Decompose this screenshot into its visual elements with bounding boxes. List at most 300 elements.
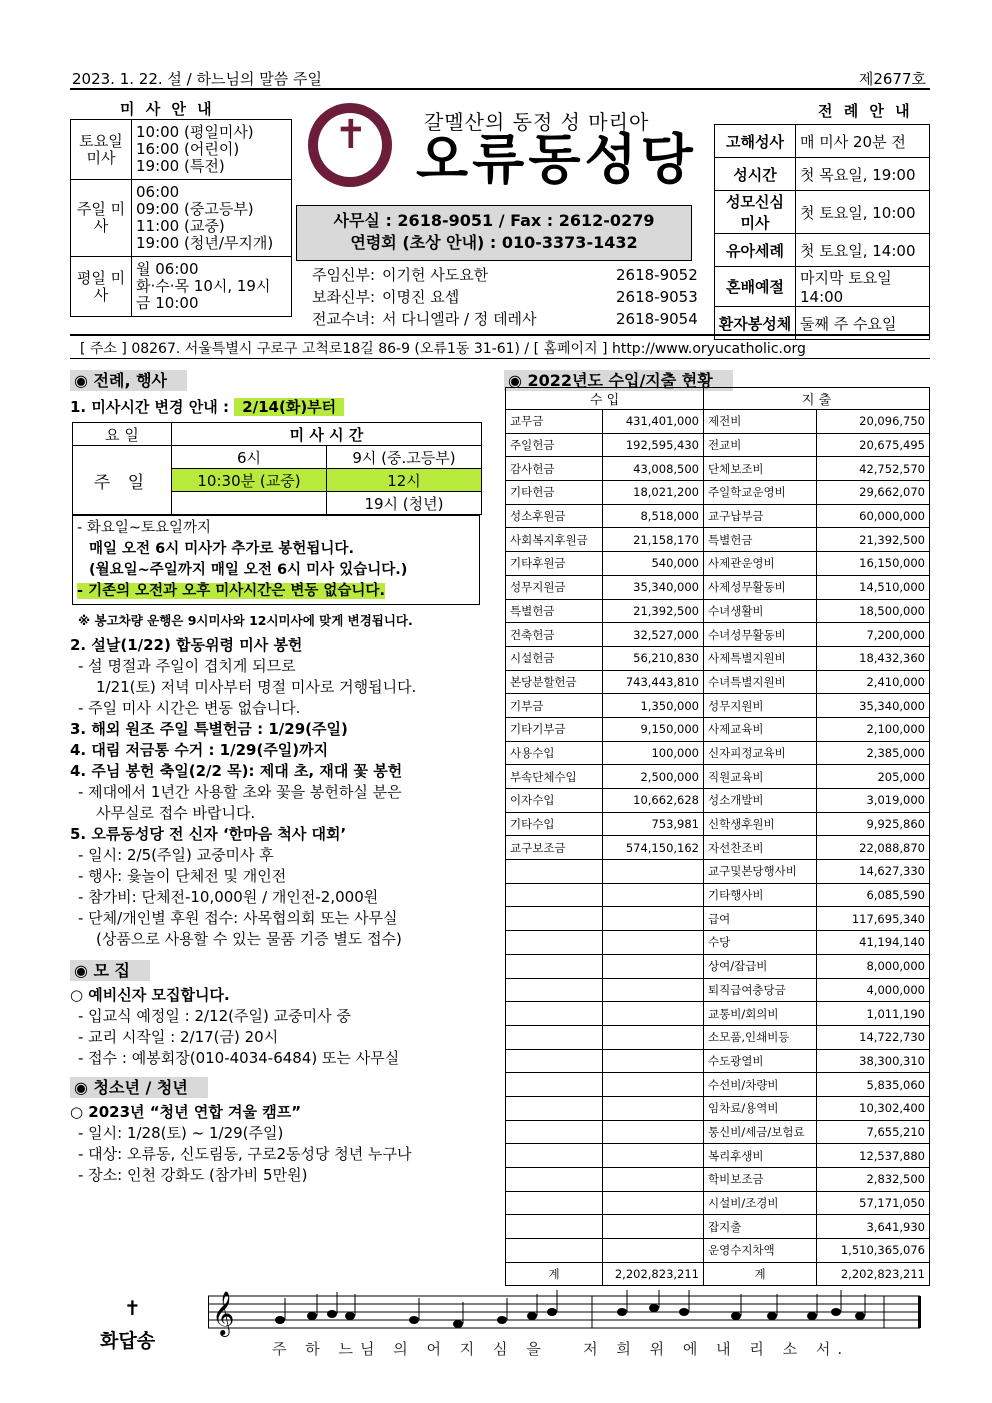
expense-amount: 29,662,070 (817, 481, 930, 505)
income-amount (603, 1073, 704, 1097)
income-item (506, 1049, 603, 1073)
expense-amount: 20,675,495 (817, 433, 930, 457)
mass-time: 금 10:00 (136, 294, 199, 312)
expense-item: 직원교육비 (704, 765, 817, 789)
liturgy-items (70, 635, 490, 950)
income-amount (603, 1002, 704, 1026)
expense-item: 학비보조금 (704, 1168, 817, 1192)
finance-row (506, 670, 930, 694)
finance-row (506, 741, 930, 765)
income-item: 성소후원금 (506, 504, 603, 528)
clergy-name: 서 다니엘라 / 정 데레사 (382, 310, 537, 328)
finance-row (506, 481, 930, 505)
expense-item: 잡지출 (704, 1215, 817, 1239)
income-item: 본당분할헌금 (506, 670, 603, 694)
youth-header: ◉ 청소년 / 청년 (70, 1077, 208, 1098)
mass-time: 06:00 (136, 183, 180, 201)
expense-amount: 12,537,880 (817, 1144, 930, 1168)
finance-row (506, 1096, 930, 1120)
income-amount: 56,210,830 (603, 646, 704, 670)
address-top-rule (70, 334, 930, 336)
income-amount: 43,008,500 (603, 457, 704, 481)
income-amount (603, 1215, 704, 1239)
expense-amount: 8,000,000 (817, 954, 930, 978)
income-amount: 8,518,000 (603, 504, 704, 528)
schedule-note: 매일 오전 6시 미사가 추가로 봉헌됩니다. (89, 541, 354, 557)
mass-time: 화·수·목 10시, 19시 (136, 277, 271, 295)
note-head (547, 1308, 557, 1316)
clergy-role: 전교수녀: (312, 310, 376, 328)
expense-item: 신자피정교육비 (704, 741, 817, 765)
finance-row (506, 623, 930, 647)
expense-item: 운영수지차액 (704, 1239, 817, 1263)
finance-row (506, 1239, 930, 1263)
mass-times (132, 180, 292, 257)
item-line: - 접수 : 예봉회장(010-4034-6484) 또는 사무실 (78, 1049, 400, 1067)
expense-item: 사제성무활동비 (704, 575, 817, 599)
finance-row (506, 954, 930, 978)
finance-head-row (506, 388, 930, 410)
item-title: 4. 대림 저금통 수거 : 1/29(주일)까지 (70, 741, 329, 759)
schedule-time: 6시 (172, 446, 327, 469)
income-item (506, 978, 603, 1002)
schedule-head-time: 미 사 시 간 (172, 423, 482, 446)
clergy-phone: 2618-9053 (616, 288, 698, 306)
expense-amount: 5,835,060 (817, 1073, 930, 1097)
expense-amount: 18,500,000 (817, 599, 930, 623)
note-head (307, 1312, 317, 1320)
mass-day: 주일 미사 (71, 180, 132, 257)
income-total-label: 계 (506, 1262, 603, 1286)
parish-subtitle: 갈멜산의 동정 성 마리아 (424, 110, 650, 134)
note-head (275, 1316, 285, 1324)
income-item (506, 1025, 603, 1049)
mass-time: 09:00 (중고등부) (136, 200, 254, 218)
mass-guide-title: 미 사 안 내 (120, 100, 215, 118)
mass-time: 19:00 (청년/무지개) (136, 234, 274, 252)
income-item (506, 1002, 603, 1026)
income-label: 수 입 (506, 388, 704, 410)
rite-time: 첫 목요일, 19:00 (796, 158, 930, 191)
parish-logo: ✝ (308, 103, 392, 187)
income-item: 교무금 (506, 410, 603, 434)
income-item: 성무지원금 (506, 575, 603, 599)
income-total: 2,202,823,211 (603, 1262, 704, 1286)
item-line: - 일시: 1/28(토) ~ 1/29(주일) (78, 1124, 284, 1142)
expense-item: 교통비/회의비 (704, 1002, 817, 1026)
expense-item: 시설비/조경비 (704, 1191, 817, 1215)
item-line: - 대상: 오류동, 신도림동, 구로2동성당 청년 누구나 (78, 1145, 412, 1163)
income-item: 부속단체수입 (506, 765, 603, 789)
schedule-note (77, 581, 475, 602)
note-head (617, 1308, 627, 1316)
rite-name: 환자봉성체 (715, 307, 796, 340)
income-amount (603, 1191, 704, 1215)
income-item: 특별헌금 (506, 599, 603, 623)
top-rule (70, 88, 930, 90)
income-item (506, 1191, 603, 1215)
item-line: - 단체/개인별 후원 접수: 사목협의회 또는 사무실 (78, 909, 398, 927)
finance-header: ◉ 2022년도 수입/지출 현황 (504, 370, 733, 391)
expense-amount: 35,340,000 (817, 694, 930, 718)
income-amount (603, 907, 704, 931)
item-title: 5. 오류동성당 전 신자 ‘한마음 척사 대회’ (70, 825, 347, 843)
expense-item: 복리후생비 (704, 1144, 817, 1168)
expense-amount: 16,150,000 (817, 552, 930, 576)
finance-row (506, 433, 930, 457)
note-head (327, 1310, 337, 1318)
finance-row (506, 1168, 930, 1192)
income-item (506, 1239, 603, 1263)
schedule-row (73, 446, 482, 469)
item-title: 3. 해외 원조 주일 특별헌금 : 1/29(주일) (70, 720, 348, 738)
schedule-change-title: 1. 미사시간 변경 안내 : 2/14(화)부터 (70, 397, 490, 418)
finance-row (506, 528, 930, 552)
income-amount: 100,000 (603, 741, 704, 765)
mass-time: 월 06:00 (136, 260, 199, 278)
note-head (453, 1320, 463, 1328)
expense-amount: 2,385,000 (817, 741, 930, 765)
rite-table (714, 124, 930, 340)
mass-row (71, 180, 292, 257)
mass-time: 16:00 (어린이) (136, 140, 240, 158)
note-head (807, 1312, 817, 1320)
clergy-row (312, 286, 698, 308)
bus-note: ※ 봉고차량 운행은 9시미사와 12시미사에 맞게 변경됩니다. (78, 613, 413, 628)
schedule-time: 19시 (청년) (326, 492, 481, 515)
income-item (506, 1096, 603, 1120)
income-item: 기타후원금 (506, 552, 603, 576)
address-line: [ 주소 ] 08267. 서울특별시 구로구 고척로18길 86-9 (오류1동 31-61) / [ 홈페이지 ] http://www.oryucatholic.org (80, 341, 806, 357)
expense-amount: 9,925,860 (817, 812, 930, 836)
expense-item: 제전비 (704, 410, 817, 434)
finance-row (506, 1002, 930, 1026)
expense-item: 특별헌금 (704, 528, 817, 552)
expense-amount: 205,000 (817, 765, 930, 789)
income-item: 사용수입 (506, 741, 603, 765)
finance-row (506, 410, 930, 434)
item-line: - 교리 시작일 : 2/17(금) 20시 (78, 1028, 279, 1046)
income-amount (603, 954, 704, 978)
mass-time: 10:00 (평일미사) (136, 123, 254, 141)
clergy-phone: 2618-9052 (616, 266, 698, 284)
address-bottom-rule (70, 358, 930, 359)
expense-amount: 7,200,000 (817, 623, 930, 647)
expense-amount: 7,655,210 (817, 1120, 930, 1144)
clergy-phone: 2618-9054 (616, 310, 698, 328)
clergy-role: 주임신부: (312, 266, 376, 284)
schedule-head-row (73, 423, 482, 446)
expense-amount: 41,194,140 (817, 931, 930, 955)
expense-item: 단체보조비 (704, 457, 817, 481)
clergy-role: 보좌신부: (312, 288, 376, 306)
income-item (506, 883, 603, 907)
income-amount: 574,150,162 (603, 836, 704, 860)
income-item: 기타기부금 (506, 717, 603, 741)
rite-name: 유아세례 (715, 234, 796, 267)
treble-clef: 𝄞 (212, 1291, 235, 1335)
expense-amount: 2,832,500 (817, 1168, 930, 1192)
note-head (831, 1308, 841, 1316)
issue-number: 제2677호 (858, 70, 926, 88)
income-item (506, 1073, 603, 1097)
finance-row (506, 789, 930, 813)
finance-table (505, 387, 930, 1286)
schedule-table (72, 422, 482, 515)
finance-row (506, 457, 930, 481)
psalm-label: 화답송 (100, 1330, 156, 1352)
rite-row (715, 267, 930, 307)
income-amount: 753,981 (603, 812, 704, 836)
expense-item: 소모품,인쇄비등 (704, 1025, 817, 1049)
income-amount: 21,158,170 (603, 528, 704, 552)
expense-item: 자선찬조비 (704, 836, 817, 860)
note-head (649, 1304, 659, 1312)
schedule-time: 9시 (중.고등부) (326, 446, 481, 469)
finance-row (506, 646, 930, 670)
bar-line (208, 1296, 209, 1328)
schedule-change-date: 2/14(화)부터 (234, 398, 344, 416)
rite-row (715, 125, 930, 158)
income-amount: 192,595,430 (603, 433, 704, 457)
note-head (855, 1312, 865, 1320)
expense-item: 성소개발비 (704, 789, 817, 813)
expense-amount: 22,088,870 (817, 836, 930, 860)
item-line: - 일시: 2/5(주일) 교중미사 후 (78, 846, 274, 864)
note-head (409, 1316, 419, 1324)
mass-day: 평일 미사 (71, 257, 132, 317)
expense-amount: 4,000,000 (817, 978, 930, 1002)
expense-amount: 14,627,330 (817, 860, 930, 884)
finance-row (506, 1120, 930, 1144)
finance-row (506, 836, 930, 860)
income-amount: 18,021,200 (603, 481, 704, 505)
income-amount: 540,000 (603, 552, 704, 576)
rite-name: 고해성사 (715, 125, 796, 158)
income-item (506, 931, 603, 955)
finance-row (506, 1073, 930, 1097)
income-item (506, 860, 603, 884)
item-line: - 참가비: 단체전-10,000원 / 개인전-2,000원 (78, 888, 379, 906)
income-item (506, 954, 603, 978)
income-amount: 431,401,000 (603, 410, 704, 434)
finance-row (506, 765, 930, 789)
expense-amount: 14,722,730 (817, 1025, 930, 1049)
item-line: - 행사: 윷놀이 단체전 및 개인전 (78, 867, 287, 885)
expense-item: 사제특별지원비 (704, 646, 817, 670)
expense-item: 교구납부금 (704, 504, 817, 528)
bar-line (918, 1296, 921, 1328)
expense-item: 기타행사비 (704, 883, 817, 907)
clergy-row (312, 308, 698, 330)
expense-amount: 57,171,050 (817, 1191, 930, 1215)
expense-item: 퇴직급여충당금 (704, 978, 817, 1002)
expense-item: 상여/잡급비 (704, 954, 817, 978)
rite-row (715, 234, 930, 267)
left-column (70, 368, 490, 1186)
income-amount: 32,527,000 (603, 623, 704, 647)
finance-row (506, 1025, 930, 1049)
income-amount (603, 978, 704, 1002)
expense-item: 수녀생활비 (704, 599, 817, 623)
income-item: 교구보조금 (506, 836, 603, 860)
expense-item: 수선비/차량비 (704, 1073, 817, 1097)
mass-row (71, 257, 292, 317)
expense-item: 수녀특별지원비 (704, 670, 817, 694)
income-amount (603, 1025, 704, 1049)
finance-row (506, 931, 930, 955)
mass-time: 19:00 (특전) (136, 157, 225, 175)
item-line: - 입교식 예정일 : 2/12(주일) 교중미사 중 (78, 1007, 351, 1025)
income-amount: 1,350,000 (603, 694, 704, 718)
expense-amount: 1,510,365,076 (817, 1239, 930, 1263)
note-head (527, 1312, 537, 1320)
psalm-lyrics: 주 하 느님 의 어 지 심 을 저 희 위 에 내 리 소 서. (272, 1340, 850, 1358)
income-item: 사회복지후원금 (506, 528, 603, 552)
expense-item: 통신비/세금/보험료 (704, 1120, 817, 1144)
youth-items (70, 1102, 490, 1186)
expense-amount: 60,000,000 (817, 504, 930, 528)
expense-amount: 3,641,930 (817, 1215, 930, 1239)
recruit-items (70, 985, 490, 1069)
income-item: 기부금 (506, 694, 603, 718)
income-item: 시설헌금 (506, 646, 603, 670)
item-line: - 제대에서 1년간 사용할 초와 꽃을 봉헌하실 분은 (78, 783, 402, 801)
expense-item: 교구및본당행사비 (704, 860, 817, 884)
schedule-head-day: 요 일 (73, 423, 172, 446)
expense-item: 임차료/용역비 (704, 1096, 817, 1120)
expense-amount: 117,695,340 (817, 907, 930, 931)
office-box: 사무실 : 2618-9051 / Fax : 2612-0279 연령회 (초상 안내) : 010-3373-1432 (296, 205, 692, 261)
item-line: - 장소: 인천 강화도 (참가비 5만원) (78, 1166, 308, 1184)
item-line: - 주일 미사 시간은 변동 없습니다. (78, 699, 301, 717)
expense-amount: 2,410,000 (817, 670, 930, 694)
finance-row (506, 1144, 930, 1168)
item-line: - 설 명절과 주일이 겹치게 되므로 (78, 657, 296, 675)
expense-amount: 42,752,570 (817, 457, 930, 481)
rite-guide-title: 전 례 안 내 (818, 102, 913, 120)
expense-item: 성무지원비 (704, 694, 817, 718)
music-staff (208, 1290, 924, 1338)
item-line: 사무실로 접수 바랍니다. (96, 804, 256, 822)
clergy-list (312, 264, 698, 330)
finance-row (506, 504, 930, 528)
income-item: 감사헌금 (506, 457, 603, 481)
mass-table (70, 119, 292, 317)
clergy-name: 이명진 요셉 (382, 288, 460, 306)
item-title: 4. 주님 봉헌 축일(2/2 목): 제대 초, 재대 꽃 봉헌 (70, 762, 403, 780)
income-item (506, 1215, 603, 1239)
expense-amount: 21,392,500 (817, 528, 930, 552)
expense-amount: 6,085,590 (817, 883, 930, 907)
clergy-row (312, 264, 698, 286)
income-amount: 9,150,000 (603, 717, 704, 741)
item-title: ○ 2023년 “청년 연합 겨울 캠프” (70, 1103, 302, 1121)
rite-row (715, 191, 930, 234)
rite-time: 둘째 주 수요일 (796, 307, 930, 340)
rite-row (715, 158, 930, 191)
income-amount: 35,340,000 (603, 575, 704, 599)
finance-row (506, 978, 930, 1002)
schedule-note-text: - 기존의 오전과 오후 미사시간은 변동 없습니다. (77, 583, 385, 599)
expense-amount: 2,100,000 (817, 717, 930, 741)
income-amount (603, 1239, 704, 1263)
note-head (767, 1312, 777, 1320)
mass-times (132, 257, 292, 317)
item-title: 2. 설날(1/22) 합동위령 미사 봉헌 (70, 636, 303, 654)
expense-amount: 3,019,000 (817, 789, 930, 813)
income-item (506, 907, 603, 931)
income-amount (603, 1096, 704, 1120)
schedule-time: 12시 (326, 469, 481, 492)
expense-item: 주일학교운영비 (704, 481, 817, 505)
rite-name: 성모신심 미사 (715, 191, 796, 234)
rite-time: 첫 토요일, 14:00 (796, 234, 930, 267)
mass-row (71, 120, 292, 180)
expense-amount: 1,011,190 (817, 1002, 930, 1026)
finance-row (506, 860, 930, 884)
income-item: 기타헌금 (506, 481, 603, 505)
liturgy-header: ◉ 전례, 행사 (70, 370, 187, 391)
income-amount (603, 1144, 704, 1168)
income-amount (603, 1049, 704, 1073)
note-head (497, 1316, 507, 1324)
finance-row (506, 812, 930, 836)
finance-row (506, 694, 930, 718)
expense-item: 사제교육비 (704, 717, 817, 741)
schedule-time (172, 492, 327, 515)
rite-time: 마지막 토요일 14:00 (796, 267, 930, 307)
rite-time: 첫 토요일, 10:00 (796, 191, 930, 234)
expense-item: 급여 (704, 907, 817, 931)
income-amount: 10,662,628 (603, 789, 704, 813)
finance-row (506, 717, 930, 741)
finance-total-row (506, 1262, 930, 1286)
finance-row (506, 1049, 930, 1073)
rite-name: 혼배예절 (715, 267, 796, 307)
income-amount (603, 883, 704, 907)
expense-amount: 10,302,400 (817, 1096, 930, 1120)
note-head (345, 1312, 355, 1320)
expense-item: 사제관운영비 (704, 552, 817, 576)
expense-total: 2,202,823,211 (817, 1262, 930, 1286)
mass-time: 11:00 (교중) (136, 217, 225, 235)
income-amount (603, 1168, 704, 1192)
rite-time: 매 미사 20분 전 (796, 125, 930, 158)
finance-row (506, 552, 930, 576)
expense-amount: 20,096,750 (817, 410, 930, 434)
item-line: (상품으로 사용할 수 있는 물품 기증 별도 접수) (96, 930, 402, 948)
income-item: 기타수입 (506, 812, 603, 836)
income-item: 건축헌금 (506, 623, 603, 647)
finance-row (506, 575, 930, 599)
parish-name: 오류동성당 (416, 128, 697, 191)
income-item (506, 1120, 603, 1144)
finance-row (506, 1215, 930, 1239)
finance-row (506, 883, 930, 907)
income-item (506, 1168, 603, 1192)
income-amount (603, 931, 704, 955)
income-amount: 21,392,500 (603, 599, 704, 623)
finance-row (506, 907, 930, 931)
schedule-note: (월요일~주일까지 매일 오전 6시 미사 있습니다.) (89, 562, 408, 578)
note-head (731, 1312, 741, 1320)
mass-times (132, 120, 292, 180)
psalm-cross: ✝ (124, 1296, 141, 1320)
expense-label: 지 출 (704, 388, 930, 410)
rite-name: 성시간 (715, 158, 796, 191)
clergy-name: 이기헌 사도요한 (382, 266, 489, 284)
